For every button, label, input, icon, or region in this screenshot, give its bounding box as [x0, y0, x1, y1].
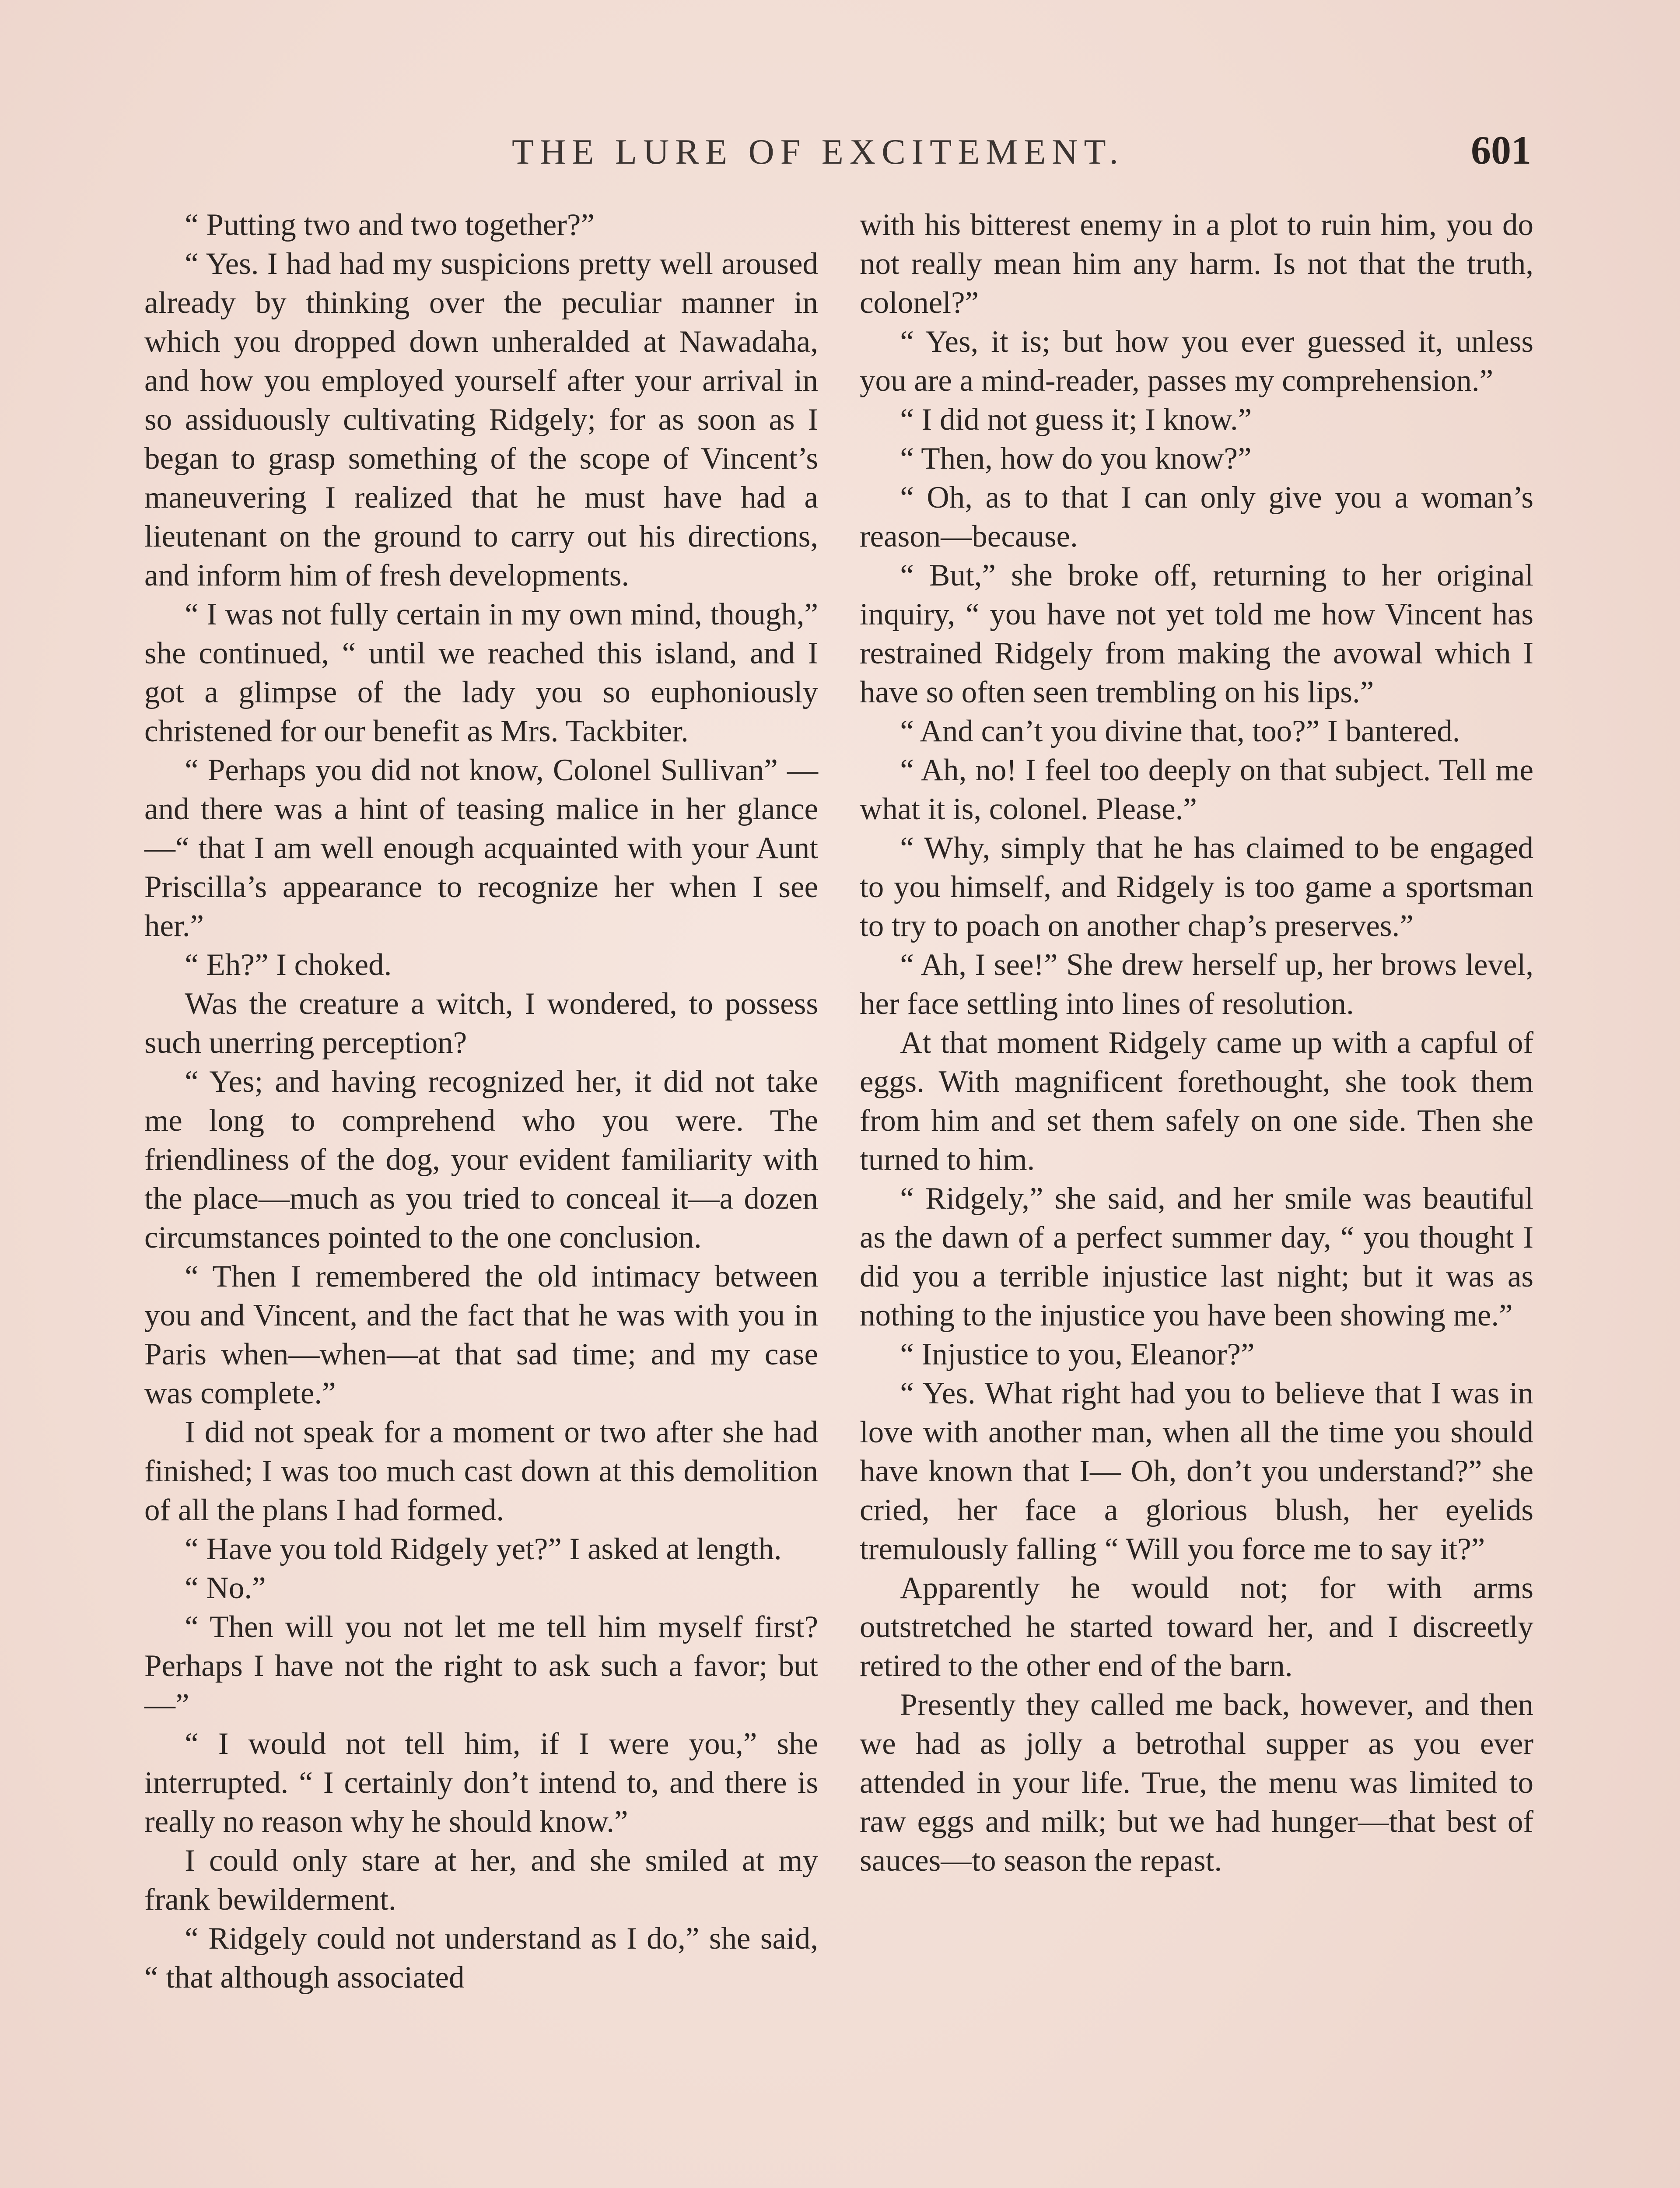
paragraph: I did not speak for a moment or two after she had finished; I was too much cast down at this demolition of all the plans I had formed.	[144, 1415, 818, 1527]
paragraph: “ But,” she broke off, returning to her original inquiry, “ you have not yet told me how Vincent has restrained Ridgely from making the avowal which I have so often seen trembling on his lips.”	[860, 558, 1533, 709]
right-column	[860, 206, 1533, 1880]
page-header	[144, 127, 1544, 184]
paragraph: “ Then will you not let me tell him myself first? Perhaps I have not the right to ask such a favor; but—”	[144, 1610, 818, 1722]
paragraph: “ I did not guess it; I know.”	[900, 403, 1252, 437]
paragraph: “ I would not tell him, if I were you,” she interrupted. “ I certainly don’t intend to, and there is really no reason why he should know.”	[144, 1727, 818, 1839]
running-title: THE LURE OF EXCITEMENT.	[512, 132, 1125, 172]
paragraph: “ Yes. What right had you to believe that I was in love with another man, when all the time you should have known that I— Oh, don’t you understand?” she cried, her face a glorious blush, her eyelids tremulously falling “ Will you force me to say it?”	[860, 1376, 1533, 1566]
paragraph: “ And can’t you divine that, too?” I bantered.	[900, 714, 1460, 748]
paragraph: “ Perhaps you did not know, Colonel Sullivan” — and there was a hint of teasing malice in her glance—“ that I am well enough acquainted with your Aunt Priscilla’s appearance to recognize her when I see her.”	[144, 753, 818, 943]
paragraph: “ Putting two and two together?”	[185, 208, 595, 242]
paragraph: “ Ridgely could not understand as I do,” she said, “ that although associated	[144, 1922, 818, 1995]
paragraph: “ Ridgely,” she said, and her smile was beautiful as the dawn of a perfect summer day, “ you thought I did you a terrible injustice last night; but it was as nothing to the injustice you have been showing me.”	[860, 1182, 1533, 1332]
paragraph: “ Then I remembered the old intimacy between you and Vincent, and the fact that he was with you in Paris when—when—at that sad time; and my case was complete.”	[144, 1259, 818, 1410]
page-number: 601	[1471, 128, 1531, 172]
paragraph: “ I was not fully certain in my own mind, though,” she continued, “ until we reached this island, and I got a glimpse of the lady you so euphoniously christened for our benefit as Mrs. Tackbiter.	[144, 597, 818, 748]
paragraph: Apparently he would not; for with arms outstretched he started toward her, and I discreetly retired to the other end of the barn.	[860, 1571, 1533, 1683]
paragraph: “ Why, simply that he has claimed to be engaged to you himself, and Ridgely is too game a sportsman to try to poach on another chap’s preserves.”	[860, 831, 1533, 943]
paragraph: “ Eh?” I choked.	[185, 948, 392, 982]
paragraph: “ Have you told Ridgely yet?” I asked at length.	[185, 1532, 782, 1566]
paragraph: “ Then, how do you know?”	[900, 442, 1252, 476]
paragraph: Presently they called me back, however, and then we had as jolly a betrothal supper as you ever attended in your life. True, the menu was limited to raw eggs and milk; but we had hunger—that best of sauces—to season the repast.	[860, 1688, 1533, 1878]
paragraph: “ Oh, as to that I can only give you a woman’s reason—because.	[860, 480, 1533, 554]
paragraph: I could only stare at her, and she smiled at my frank bewilderment.	[144, 1844, 818, 1917]
paragraph: “ Yes. I had had my suspicions pretty well aroused already by thinking over the peculiar manner in which you dropped down unheralded at Nawadaha, and how you employed yourself after your arrival in so assiduously cultivating Ridgely; for as soon as I began to grasp something of the scope of Vincent’s maneuvering I realized that he must have had a lieutenant on the ground to carry out his directions, and inform him of fresh developments.	[144, 247, 818, 593]
paragraph: Was the creature a witch, I wondered, to possess such unerring perception?	[144, 987, 818, 1060]
left-column	[144, 206, 818, 1997]
paragraph: “ Yes; and having recognized her, it did not take me long to comprehend who you were. The friendliness of the dog, your evident familiarity with the place—much as you tried to conceal it—a dozen circumstances pointed to the one conclusion.	[144, 1065, 818, 1255]
paragraph: “ Yes, it is; but how you ever guessed it, unless you are a mind-reader, passes my comprehension.”	[860, 325, 1533, 398]
paragraph: “ No.”	[185, 1571, 266, 1605]
paragraph: “ Ah, I see!” She drew herself up, her brows level, her face settling into lines of resolution.	[860, 948, 1533, 1021]
paragraph-continued: with his bitterest enemy in a plot to ruin him, you do not really mean him any harm. Is not that the truth, colonel?”	[860, 208, 1533, 320]
paragraph: “ Ah, no! I feel too deeply on that subject. Tell me what it is, colonel. Please.”	[860, 753, 1533, 826]
paragraph: At that moment Ridgely came up with a capful of eggs. With magnificent forethought, she took them from him and set them safely on one side. Then she turned to him.	[860, 1026, 1533, 1177]
paragraph: “ Injustice to you, Eleanor?”	[900, 1337, 1255, 1371]
